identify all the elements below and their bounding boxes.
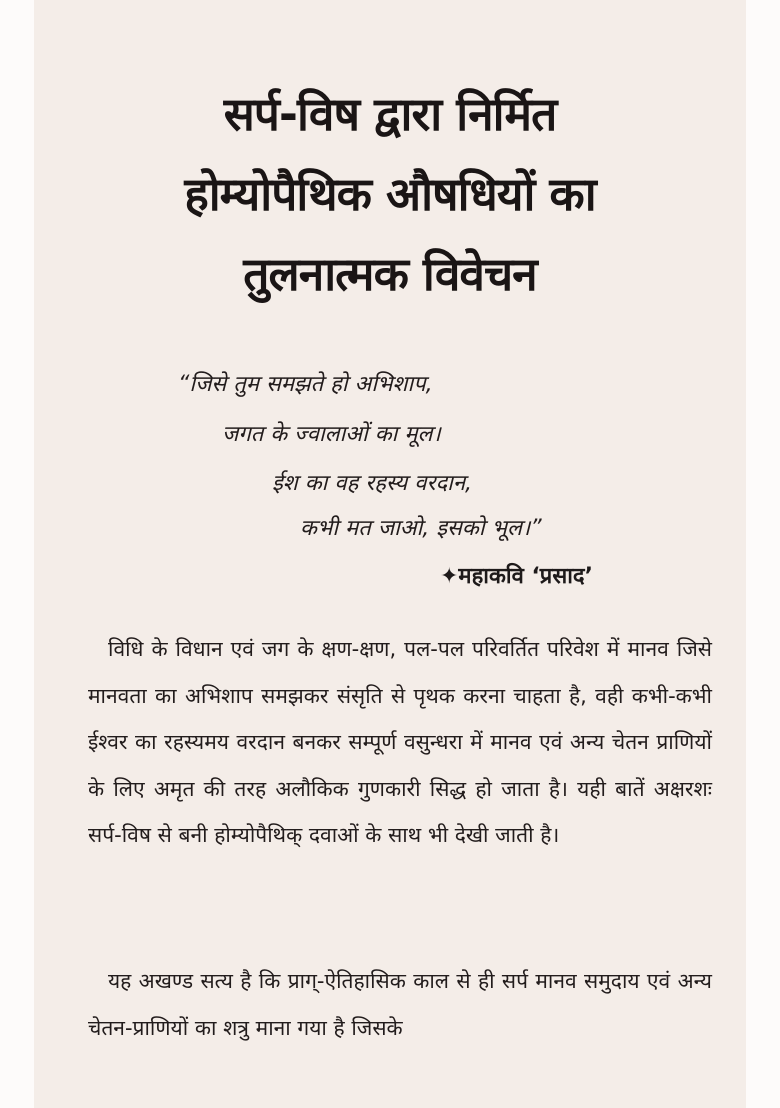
quote-line-3: ईश का वह रहस्य वरदान, [272, 471, 473, 496]
quote-attribution: ✦महाकवि ‘प्रसाद’ [440, 564, 593, 589]
quote-line-1: “जिसे तुम समझते हो अभिशाप, [178, 372, 433, 397]
body-paragraph-2: यह अखण्ड सत्य है कि प्राग्-ऐतिहासिक काल से ही सर्प मानव समुदाय एवं अन्य चेतन-प्राणियों का शत्रु माना गया है जिसके [88, 969, 712, 1040]
chapter-title-line-3: तुलनात्मक विवेचन [243, 247, 537, 301]
chapter-title-line-2: होम्योपैथिक औषधियों का [184, 167, 596, 221]
quote-line-4: कभी मत जाओ, इसको भूल।” [300, 516, 542, 541]
chapter-title-line-1: सर्प-विष द्वारा निर्मित [223, 87, 557, 141]
quote-line-2: जगत के ज्वालाओं का मूल। [222, 422, 441, 447]
body-paragraph-1: विधि के विधान एवं जग के क्षण-क्षण, पल-पल परिवर्तित परिवेश में मानव जिसे मानवता का अभिशाप समझकर संसृति से पृथक करना चाहता है, वही कभी-कभी ईश्वर का रहस्यमय वरदान बनकर सम्पूर्ण वसुन्धरा में मानव एवं अन्य चेतन प्राणियों के लिए अमृत की तरह अलौकिक गुणकारी सिद्ध हो जाता है। यही बातें अक्षरशः सर्प-विष से बनी होम्योपैथिक् दवाओं के साथ भी देखी जाती है। [88, 637, 712, 847]
